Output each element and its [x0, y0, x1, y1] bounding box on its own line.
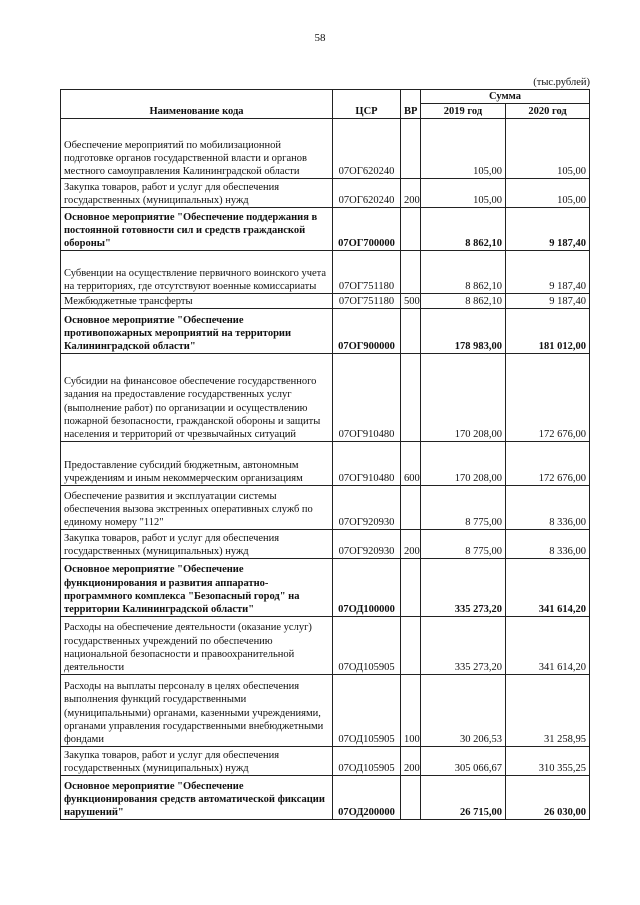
table-row	[61, 776, 590, 820]
row-name: Закупка товаров, работ и услуг для обеспечения государственных (муниципальных) нужд	[61, 530, 333, 559]
row-vr	[401, 309, 421, 354]
row-sum-2019: 8 775,00	[421, 486, 506, 530]
row-name: Обеспечение развития и эксплуатации системы обеспечения вызова экстренных оперативных служб по единому номеру "112"	[61, 486, 333, 530]
row-sum-2019: 30 206,53	[421, 675, 506, 747]
row-vr: 200	[401, 530, 421, 559]
row-sum-2019: 8 862,10	[421, 251, 506, 294]
row-sum-2020: 181 012,00	[506, 309, 590, 354]
row-vr	[401, 208, 421, 251]
row-vr	[401, 119, 421, 179]
row-vr	[401, 486, 421, 530]
row-sum-2020: 26 030,00	[506, 776, 590, 820]
row-name: Межбюджетные трансферты	[61, 294, 333, 309]
row-csr: 07ОГ751180	[333, 294, 401, 309]
row-vr	[401, 354, 421, 442]
row-csr: 07ОД105905	[333, 675, 401, 747]
row-sum-2019: 305 066,67	[421, 747, 506, 776]
row-sum-2020: 31 258,95	[506, 675, 590, 747]
row-name: Закупка товаров, работ и услуг для обеспечения государственных (муниципальных) нужд	[61, 747, 333, 776]
row-vr: 200	[401, 179, 421, 208]
table-row	[61, 486, 590, 530]
row-name: Основное мероприятие "Обеспечение противопожарных мероприятий на территории Калининградской области"	[61, 309, 333, 354]
table-row	[61, 354, 590, 442]
table-row	[61, 617, 590, 675]
row-sum-2020: 172 676,00	[506, 442, 590, 486]
page-number: 58	[314, 32, 326, 44]
row-sum-2020: 9 187,40	[506, 251, 590, 294]
header-vr: ВР	[401, 90, 421, 119]
row-name: Основное мероприятие "Обеспечение функционирования и развития аппаратно-программного комплекса "Безопасный город" на территории Калининградской области"	[61, 559, 333, 617]
row-csr: 07ОГ920930	[333, 486, 401, 530]
table-row	[61, 251, 590, 294]
row-sum-2019: 8 862,10	[421, 208, 506, 251]
header-name: Наименование кода	[61, 90, 333, 119]
row-vr: 500	[401, 294, 421, 309]
row-sum-2020: 341 614,20	[506, 559, 590, 617]
row-csr: 07ОГ620240	[333, 119, 401, 179]
table-row	[61, 294, 590, 309]
row-sum-2020: 8 336,00	[506, 486, 590, 530]
row-name: Закупка товаров, работ и услуг для обеспечения государственных (муниципальных) нужд	[61, 179, 333, 208]
row-name: Субсидии на финансовое обеспечение государственного задания на предоставление государственных услуг (выполнение работ) по организации и осуществлению пожарной безопасности, гражданской обороны и защиты населения и территорий от чрезвычайных ситуаций	[61, 354, 333, 442]
row-sum-2020: 9 187,40	[506, 294, 590, 309]
row-vr	[401, 776, 421, 820]
row-sum-2019: 178 983,00	[421, 309, 506, 354]
table-row	[61, 208, 590, 251]
header-sum: Сумма	[421, 90, 590, 104]
row-csr: 07ОГ910480	[333, 442, 401, 486]
row-vr	[401, 559, 421, 617]
table-row	[61, 179, 590, 208]
row-sum-2019: 170 208,00	[421, 354, 506, 442]
row-sum-2020: 310 355,25	[506, 747, 590, 776]
row-csr: 07ОГ900000	[333, 309, 401, 354]
row-sum-2020: 105,00	[506, 119, 590, 179]
row-name: Обеспечение мероприятий по мобилизационной подготовке органов государственной власти и органов местного самоуправления Калининградской области	[61, 119, 333, 179]
row-csr: 07ОГ620240	[333, 179, 401, 208]
header-year-2019: 2019 год	[421, 104, 506, 119]
row-sum-2019: 335 273,20	[421, 617, 506, 675]
units-label: (тыс.рублей)	[533, 77, 590, 88]
row-sum-2020: 9 187,40	[506, 208, 590, 251]
row-csr: 07ОГ910480	[333, 354, 401, 442]
row-name: Расходы на выплаты персоналу в целях обеспечения выполнения функций государственными (муниципальными) органами, казенными учреждениями, органами управления государственными внебюджетными фондами	[61, 675, 333, 747]
table-row	[61, 442, 590, 486]
header-year-2020: 2020 год	[506, 104, 590, 119]
row-name: Расходы на обеспечение деятельности (оказание услуг) государственных учреждений по обеспечению национальной безопасности и правоохранительной деятельности	[61, 617, 333, 675]
header-csr: ЦСР	[333, 90, 401, 119]
row-sum-2020: 8 336,00	[506, 530, 590, 559]
table-row	[61, 530, 590, 559]
budget-table	[60, 89, 590, 820]
row-sum-2020: 105,00	[506, 179, 590, 208]
row-sum-2019: 26 715,00	[421, 776, 506, 820]
row-sum-2019: 170 208,00	[421, 442, 506, 486]
row-vr: 100	[401, 675, 421, 747]
row-sum-2019: 105,00	[421, 119, 506, 179]
row-vr	[401, 617, 421, 675]
row-sum-2019: 8 775,00	[421, 530, 506, 559]
row-csr: 07ОГ751180	[333, 251, 401, 294]
row-csr: 07ОД105905	[333, 617, 401, 675]
row-csr: 07ОД105905	[333, 747, 401, 776]
table-row	[61, 747, 590, 776]
row-sum-2019: 335 273,20	[421, 559, 506, 617]
row-name: Предоставление субсидий бюджетным, автономным учреждениям и иным некоммерческим организациям	[61, 442, 333, 486]
row-name: Субвенции на осуществление первичного воинского учета на территориях, где отсутствуют военные комиссариаты	[61, 251, 333, 294]
row-csr: 07ОГ700000	[333, 208, 401, 251]
table-row	[61, 119, 590, 179]
table-row	[61, 675, 590, 747]
table-row	[61, 309, 590, 354]
row-csr: 07ОГ920930	[333, 530, 401, 559]
row-vr: 600	[401, 442, 421, 486]
row-name: Основное мероприятие "Обеспечение поддержания в постоянной готовности сил и средств гражданской обороны"	[61, 208, 333, 251]
table-row	[61, 559, 590, 617]
row-vr: 200	[401, 747, 421, 776]
row-sum-2019: 105,00	[421, 179, 506, 208]
row-sum-2020: 341 614,20	[506, 617, 590, 675]
row-sum-2020: 172 676,00	[506, 354, 590, 442]
row-csr: 07ОД100000	[333, 559, 401, 617]
row-sum-2019: 8 862,10	[421, 294, 506, 309]
row-vr	[401, 251, 421, 294]
row-name: Основное мероприятие "Обеспечение функционирования средств автоматической фиксации нарушений"	[61, 776, 333, 820]
row-csr: 07ОД200000	[333, 776, 401, 820]
